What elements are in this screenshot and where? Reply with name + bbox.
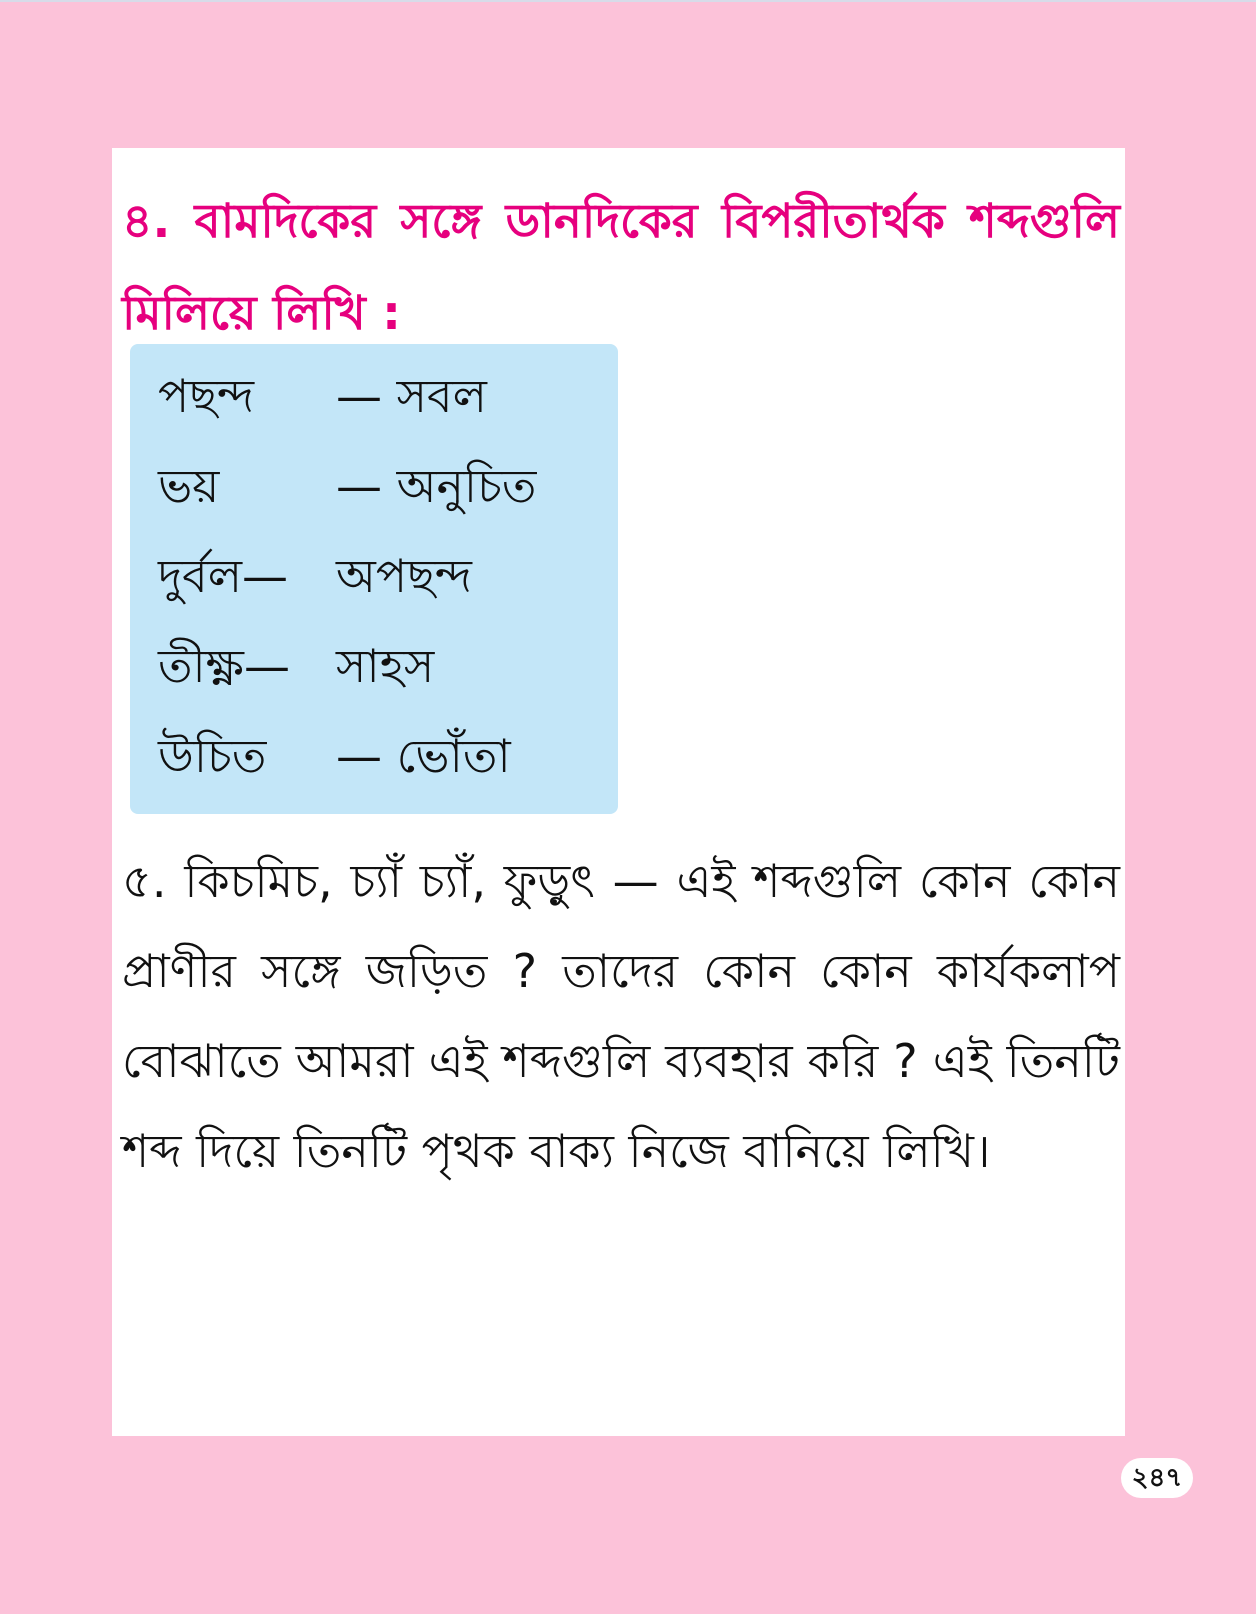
question-4-heading: ৪. বামদিকের সঙ্গে ডানদিকের বিপরীতার্থক শব্দগুলি মিলিয়ে লিখি : xyxy=(122,194,1120,341)
match-left-word: ভয় xyxy=(158,459,220,513)
question-5-text: ৫. কিচমিচ, চ্যাঁ চ্যাঁ, ফুড়ুৎ — এই শব্দগুলি কোন কোন প্রাণীর সঙ্গে জড়িত ? তাদের কোন কোন কার্যকলাপ বোঝাতে আমরা এই শব্দগুলি ব্যবহার করি ? এই তিনটি শব্দ দিয়ে তিনটি পৃথক বাক্য নিজে বানিয়ে লিখি। xyxy=(122,854,1120,1178)
match-right-word: অপছন্দ xyxy=(336,549,472,603)
match-left-word: দুর্বল— xyxy=(158,549,289,603)
match-right-word: সাহস xyxy=(336,639,435,693)
content-panel xyxy=(112,148,1125,1436)
page-number: ২৪৭ xyxy=(1121,1458,1193,1498)
match-right-word: — অনুচিত xyxy=(336,459,537,513)
match-left-word: উচিত xyxy=(158,729,267,783)
match-row xyxy=(158,722,608,802)
match-left-word: পছন্দ xyxy=(158,369,255,423)
match-right-word: — সবল xyxy=(336,369,487,423)
match-row xyxy=(158,452,608,532)
match-row xyxy=(158,362,608,442)
match-left-word: তীক্ষ্ণ— xyxy=(158,639,290,693)
matching-box xyxy=(130,344,618,814)
top-border-line xyxy=(0,0,1256,2)
match-right-word: — ভোঁতা xyxy=(336,729,511,783)
match-row xyxy=(158,632,608,712)
match-row xyxy=(158,542,608,622)
